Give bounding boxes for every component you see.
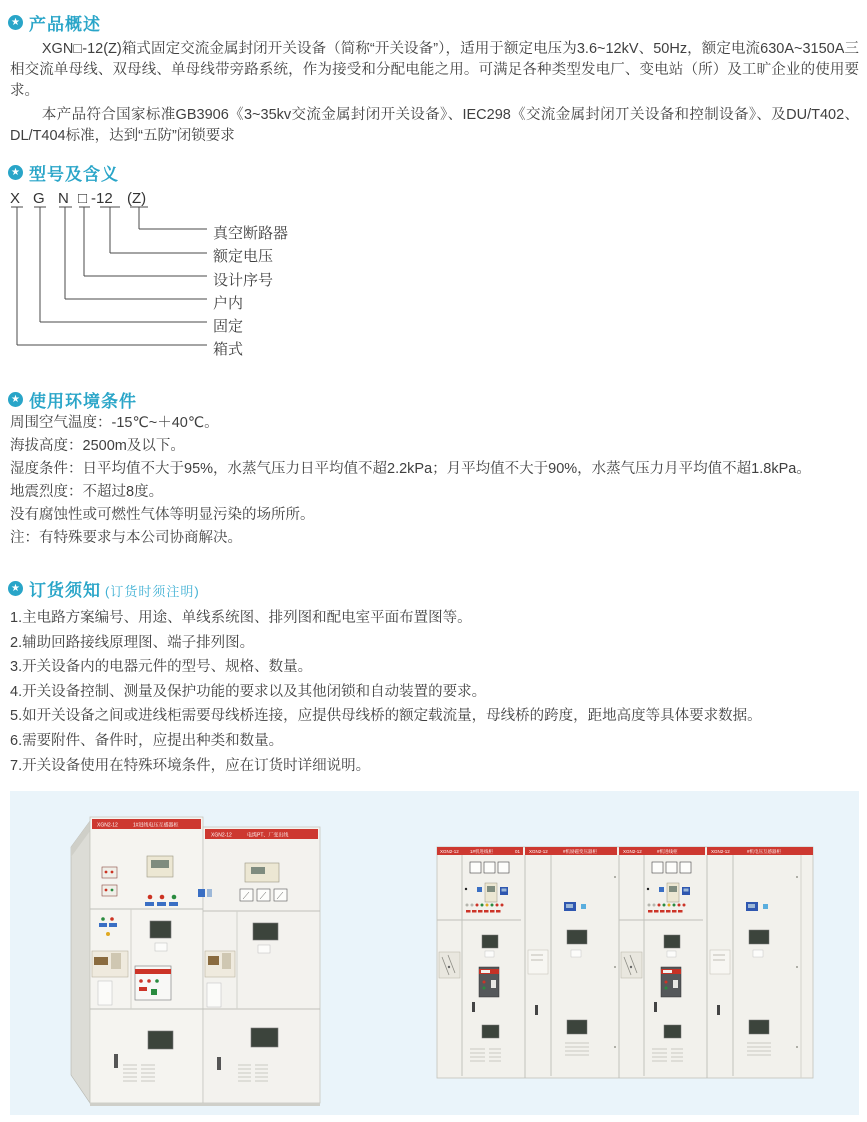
environment-line: 海拔高度：2500m及以下。 (10, 438, 185, 454)
cabinet-banner-text: XGN2-12 (529, 849, 548, 854)
ordering-item: 1.主电路方案编号、用途、单线系统图、排列图和配电室平面布置图等。 (10, 610, 472, 626)
ordering-item: 2.辅助回路接线原理图、端子排列图。 (10, 634, 255, 651)
environment-line: 湿度条件：日平均值不大于95%，水蒸气压力日平均值不超2.2kPa；月平均值不大于90%，水蒸气压力月平均值不超1.8kPa。 (10, 461, 811, 477)
section-header-overview (8, 10, 101, 35)
ordering-item: 4.开关设备控制、测量及保护功能的要求以及其他闭锁和自动装置的要求。 (10, 683, 487, 700)
cabinet-banner-text: 电缆PT、厂变出线 (247, 832, 289, 839)
section-title: 订货须知 (订货时须注明) (29, 581, 200, 600)
photo-panel (10, 791, 859, 1115)
environment-line: 周围空气温度：-15℃~＋40℃。 (10, 415, 219, 431)
cabinet-banner-text: #机进线柜 (657, 849, 678, 854)
model-code-part: G (33, 190, 45, 207)
model-code-part: -12 (91, 190, 113, 207)
cabinet-banner-text: #机励磁变压器柜 (563, 849, 598, 854)
ordering-item: 6.需要附件、备件时，应提出种类和数量。 (10, 732, 284, 749)
model-label: 箱式 (213, 341, 244, 358)
environment-line: 注：有特殊要求与本公司协商解决。 (10, 530, 242, 546)
environment-line: 没有腐蚀性或可燃性气体等明显污染的场所所。 (10, 507, 315, 523)
section-title: 使用环境条件 (29, 392, 137, 411)
section-header-ordering (8, 576, 200, 601)
section-header-environment (8, 387, 137, 412)
cabinet-banner-text: 1#机进线柜 (470, 849, 494, 854)
model-code-part: X (10, 190, 21, 207)
cabinet-banner-text: XGN2-12 (623, 849, 642, 854)
model-code-part: □ (78, 190, 88, 207)
star-circle-icon: ★ (8, 165, 23, 180)
model-label: 额定电压 (213, 248, 274, 265)
model-label: 真空断路器 (213, 225, 289, 242)
overview-text (10, 39, 859, 150)
model-label: 户内 (213, 295, 244, 312)
environment-conditions (10, 412, 859, 550)
cabinet-banner-text: XGN2-12 (711, 849, 730, 854)
cabinet-banner-text: #机电压互感器柜 (747, 849, 782, 854)
section-title: 产品概述 (29, 15, 101, 34)
overview-paragraph: 本产品符合国家标准GB3906《3~35kv交流金属封闭开关设备》、IEC298《交流金属封闭丌关设备和控制设备》、及DU/T402、DL/T404标准，达到“五防”闭锁要求 (10, 107, 859, 144)
model-code-part: N (58, 190, 69, 207)
ordering-item: 3.开关设备内的电器元件的型号、规格、数量。 (10, 659, 313, 676)
model-diagram-lines (0, 183, 330, 363)
cabinet-banner-text: 1#进线电压互感器柜 (133, 822, 179, 829)
ordering-item: 7.开关设备使用在特殊环境条件，应在订货时详细说明。 (10, 757, 371, 774)
section-title: 型号及含义 (29, 165, 119, 184)
switchgear-photo-right (435, 845, 815, 1081)
model-code-part: (Z) (127, 190, 147, 207)
star-circle-icon: ★ (8, 392, 23, 407)
switchgear-photo-left (65, 811, 337, 1107)
model-label: 固定 (213, 318, 244, 335)
model-label: 设计序号 (213, 272, 274, 289)
environment-line: 地震烈度：不超过8度。 (10, 484, 164, 500)
cabinet-banner-text: XGN2-12 (211, 832, 232, 839)
ordering-item: 5.如开关设备之间或进线柜需要母线桥连接，应提供母线桥的额定载流量，母线桥的跨度，距地高度等具体要求数据。 (10, 708, 762, 725)
ordering-note: (订货时须注明) (105, 584, 200, 599)
section-header-model (8, 160, 119, 185)
star-circle-icon: ★ (8, 15, 23, 30)
star-circle-icon: ★ (8, 581, 23, 596)
ordering-list (10, 606, 859, 778)
cabinet-banner-text: 01 (515, 849, 521, 854)
overview-paragraph: XGN□-12(Z)箱式固定交流金属封闭开关设备（简称“开关设备”），适用于额定电压为3.6~12kV、50Hz，额定电流630A~3150A三相交流单母线、双母线、单母线带旁路系统，作为接受和分配电能之用。可满足各种类型发电厂、变电站（所）及工旷企业的使用要求。 (10, 41, 859, 99)
cabinet-banner-text: XGN2-12 (97, 822, 118, 829)
cabinet-banner-text: XGN2-12 (440, 849, 459, 854)
